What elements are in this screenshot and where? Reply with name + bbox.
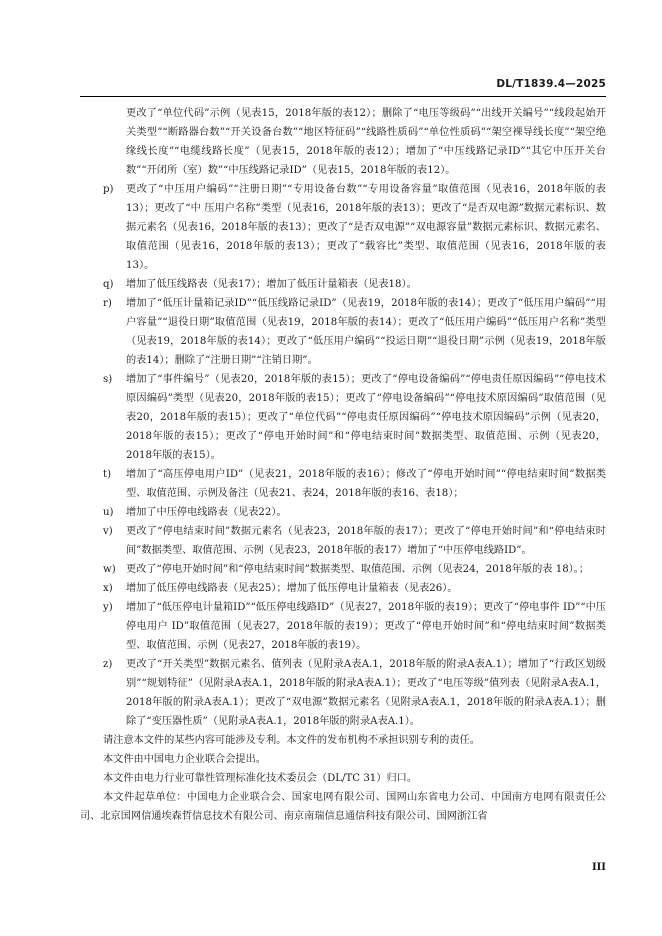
committee-statement: 本文件由电力行业可靠性管理标准化技术委员会（DL/TC 31）归口。 <box>103 773 418 784</box>
list-item <box>80 522 606 560</box>
patent-notice: 请注意本文件的某些内容可能涉及专利。本文件的发布机构不承担识别专利的责任。 <box>103 735 480 746</box>
list-item-text: 增加了“高压停电用户ID”（见表21，2018年版的表16）；修改了“停电开始时间”“停电结束时间”数据类型、取值范围、示例及备注（见表21、表24，2018年版的表16、表18）； <box>126 469 606 499</box>
list-item-text: 增加了低压停电线路表（见表25）；增加了低压停电计量箱表（见表26）。 <box>126 583 458 594</box>
list-marker: y) <box>103 602 113 613</box>
list-item <box>80 655 606 731</box>
document-body <box>80 104 606 826</box>
list-marker: z) <box>103 659 113 670</box>
list-item <box>80 294 606 370</box>
list-item-text: 增加了低压线路表（见表17）；增加了低压计量箱表（见表18）。 <box>126 279 417 290</box>
list-item <box>80 579 606 598</box>
list-item <box>80 275 606 294</box>
list-item-text: 更改了“中压用户编码”“注册日期”“专用设备台数”“专用设备容量”取值范围（见表16，2018年版的表13）；更改了“中 压用户名称”类型（见表16，2018年版的表13）；更改了“是否双电源”数据元素标识、数据元素名（见表16，2018年版的表13）；更改了“是否双电源”“双电源容量”数据元素标识、数据元素名、取值范围（见表16，2018年版的表13）；更改了“载容比”类型、取值范围（见表16，2018年版的表13）。 <box>126 184 606 271</box>
list-marker: v) <box>103 526 113 537</box>
list-item-text: 更改了“停电结束时间”数据元素名（见表23，2018年版的表17）；更改了“停电开始时间”和“停电结束时间”数据类型、取值范围、示例（见表23，2018年版的表17）增加了“中压停电线路ID”。 <box>126 526 606 556</box>
list-item-text: 增加了“低压停电计量箱ID”“低压停电线路ID”（见表27，2018年版的表19）；更改了“停电事件 ID”“中压停电用户 ID”取值范围（见表27，2018年版的表19）；更改了“停电开始时间”和“停电结束时间”数据类型、取值范围、示例（见表27，2018年版的表19）。 <box>126 602 606 651</box>
list-item <box>80 560 606 579</box>
header-rule <box>80 96 606 97</box>
list-marker: r) <box>103 298 112 309</box>
list-item <box>80 180 606 275</box>
list-marker: s) <box>103 374 113 385</box>
document-code: DL/T1839.4—2025 <box>496 78 606 90</box>
list-marker: w) <box>103 564 116 575</box>
list-item-text: 更改了“停电开始时间”和“停电结束时间”数据类型、取值范围、示例（见表24，2018年版的表 18）。； <box>126 564 590 575</box>
list-item <box>80 370 606 465</box>
list-item <box>80 598 606 655</box>
list-marker: p) <box>103 184 114 195</box>
page-number: III <box>591 862 606 873</box>
list-marker: t) <box>103 469 112 480</box>
list-item <box>80 465 606 503</box>
list-item <box>80 503 606 522</box>
list-item-text: 更改了“开关类型”数据元素名、值列表（见附录A表A.1，2018年版的附录A表A.1）；增加了“行政区划级别”“规划特征”（见附录A表A.1，2018年版的附录A表A.1）；更改了“电压等级”值列表（见附录A表A.1，2018年版的附录A表A.1）；更改了“双电源”数据元素名（见附录A表A.1，2018年版的附录A表A.1）；删除了“变压器性质”（见附录A表A.1，2018年版的附录A表A.1）。 <box>126 659 606 727</box>
list-marker: x) <box>103 583 113 594</box>
list-marker: q) <box>103 279 114 290</box>
proposer-statement: 本文件由中国电力企业联合会提出。 <box>103 754 266 765</box>
list-marker: u) <box>103 507 114 518</box>
list-item-text: 增加了中压停电线路表（见表22）。 <box>126 507 287 518</box>
intro-continuation: 更改了“单位代码”示例（见表15，2018年版的表12）；删除了“电压等级码”“出线开关编号”“线段起始开关类型”“断路器台数”“开关设备台数”“地区特征码”“线路性质码”“单位性质码”“架空裸导线长度”“架空绝缘线长度”“电缆线路长度”（见表15，2018年版的表12）；增加了“中压线路记录ID”“其它中压开关台数”“开闭所（室）数”“中压线路记录ID”（见表15，2018年版的表12）。 <box>126 108 606 176</box>
drafting-organizations: 本文件起草单位：中国电力企业联合会、国家电网有限公司、国网山东省电力公司、中国南方电网有限责任公司、北京国网信通埃森哲信息技术有限公司、南京南瑞信息通信科技有限公司、国网浙江省 <box>80 792 606 822</box>
list-item-text: 增加了“事件编号”（见表20，2018年版的表15）；更改了“停电设备编码”“停电责任原因编码”“停电技术原因编码”类型（见表20，2018年版的表15）；更改了“停电设备编码”“停电技术原因编码”取值范围（见表20，2018年版的表15）；更改了“单位代码”“停电责任原因编码”“停电技术原因编码”示例（见表20，2018年版的表15）；更改了“停电开始时间”和“停电结束时间”数据类型、取值范围、示例（见表20，2018年版的表15）。 <box>126 374 606 461</box>
list-item-text: 增加了“低压计量箱记录ID”“低压线路记录ID”（见表19，2018年版的表14）；更改了“低压用户编码”“用户容量”“退役日期”取值范围（见表19，2018年版的表14）；更改了“低压用户编码”“低压用户名称”类型（见表19，2018年版的表14）；更改了“低压用户编码”“投运日期”“退役日期”示例（见表19，2018年版的表14）；删除了“注册日期”“注销日期”。 <box>126 298 606 366</box>
change-list <box>80 180 606 731</box>
